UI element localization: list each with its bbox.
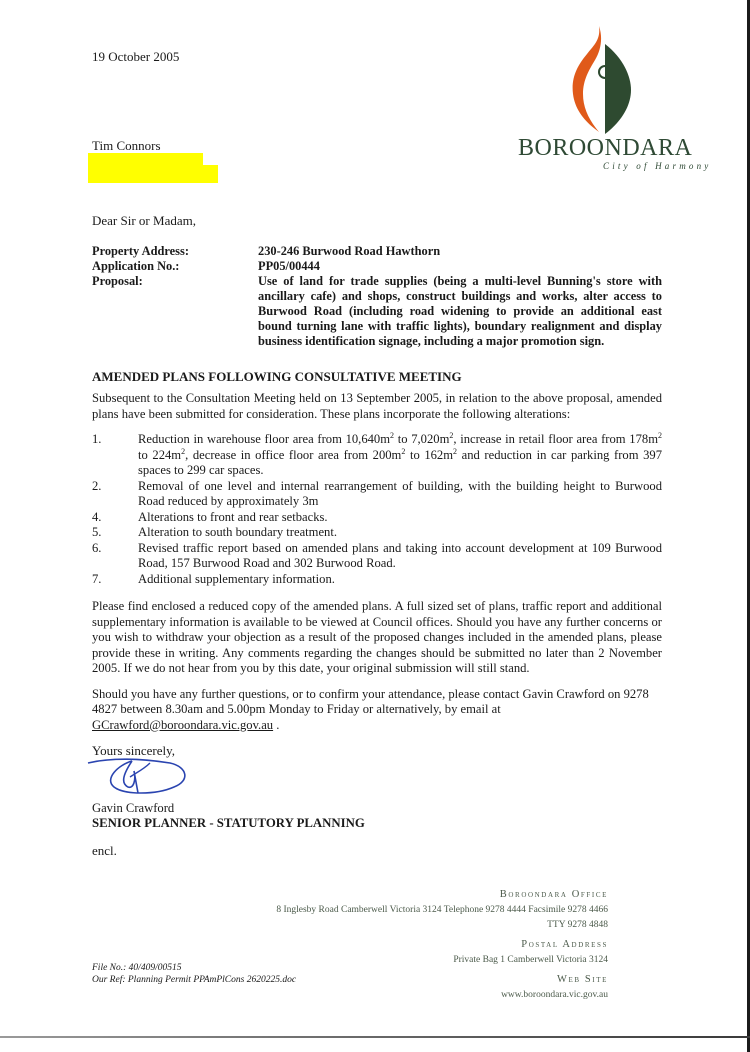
signer-name: Gavin Crawford xyxy=(92,801,175,815)
redaction-block xyxy=(88,165,218,183)
letter-body xyxy=(92,213,662,859)
file-number: File No.: 40/409/00515 xyxy=(92,963,182,973)
list-number: 5. xyxy=(92,525,102,539)
signature-area xyxy=(92,759,662,801)
detail-label: Application No.: xyxy=(92,259,180,273)
detail-row xyxy=(92,244,662,259)
list-text: Alteration to south boundary treatment. xyxy=(138,525,338,539)
our-reference: Our Ref: Planning Permit PPAmPlCons 2620225.doc xyxy=(92,975,297,985)
alterations-list xyxy=(92,432,662,587)
contact-paragraph xyxy=(92,687,662,734)
detail-value: 230-246 Burwood Road Hawthorn xyxy=(258,244,441,258)
signature-icon xyxy=(84,755,194,801)
office-tty: TTY 9278 4848 xyxy=(547,920,608,930)
web-url[interactable]: www.boroondara.vic.gov.au xyxy=(501,990,608,1000)
list-item xyxy=(92,432,662,479)
list-text: Alterations to front and rear setbacks. xyxy=(138,509,328,524)
application-details xyxy=(92,244,662,349)
detail-label: Property Address: xyxy=(92,244,189,258)
closing: Yours sincerely, xyxy=(92,743,176,758)
list-text: Revised traffic report based on amended plans and taking into account development at 109 Burwood Road, 157 Burwood Road and 302 Burwood Road. xyxy=(138,540,662,570)
postal-heading: Postal Address xyxy=(521,939,608,950)
office-address: 8 Inglesby Road Camberwell Victoria 3124 Telephone 9278 4444 Facsimile 9278 4466 xyxy=(276,905,608,915)
detail-value: Use of land for trade supplies (being a multi-level Bunning's store with ancillary cafe) and shops, construct buildings and works, alter access to Burwood Road (including road widening to provide an additional east bound turning lane with traffic lights), boundary realignment and display business identification signage, including a major promotion sign. xyxy=(258,274,662,348)
list-text: Removal of one level and internal rearrangement of building, with the building height to Burwood Road reduced by approximately 3m xyxy=(138,478,662,508)
recipient-name: Tim Connors xyxy=(92,138,161,153)
detail-label: Proposal: xyxy=(92,274,143,288)
list-item xyxy=(92,479,662,510)
web-heading: Web Site xyxy=(556,974,608,985)
list-number: 7. xyxy=(92,571,102,586)
list-text: Additional supplementary information. xyxy=(138,571,335,586)
list-item xyxy=(92,541,662,572)
contact-trailing: . xyxy=(273,717,280,732)
email-link[interactable]: GCrawford@boroondara.vic.gov.au xyxy=(92,717,274,732)
detail-row xyxy=(92,259,662,274)
list-number: 2. xyxy=(92,478,102,493)
list-number: 4. xyxy=(92,509,102,524)
page-bottom-edge xyxy=(0,1036,750,1038)
enclosure-paragraph: Please find enclosed a reduced copy of the amended plans. A full sized set of plans, traffic report and additional supplementary information is available to be viewed at Council offices. Should you have any further concerns or you wish to withdraw your objection as a result of the proposed changes included in the amended plans, please provide these in writing. Any comments regarding the changes should be submitted no later than 2 November 2005. If we do not hear from you by this date, your original submission will still stand. xyxy=(92,599,662,675)
contact-text: Should you have any further questions, or to confirm your attendance, please contact Gavin Crawford on 9278 4827 between 8.30am and 5.00pm Monday to Friday or alternatively, by email at xyxy=(92,686,649,716)
logo-tagline: City of Harmony xyxy=(603,161,712,171)
signer-title: SENIOR PLANNER - STATUTORY PLANNING xyxy=(92,816,365,830)
letter-date: 19 October 2005 xyxy=(92,49,180,64)
detail-value: PP05/00444 xyxy=(258,259,320,273)
postal-address: Private Bag 1 Camberwell Victoria 3124 xyxy=(453,955,608,965)
enclosure-note: encl. xyxy=(92,843,117,858)
section-heading: AMENDED PLANS FOLLOWING CONSULTATIVE MEETING xyxy=(92,369,462,384)
list-text: Reduction in warehouse floor area from $10,640m^2$ to $7,020m^2$, increase in retail floor area from $178m^2$ to $224m^2$, decrease in office floor area from $200m^2$ to $162m^2$ and reduction in car parking from 397 spaces to 299 car spaces. xyxy=(138,431,662,477)
detail-row xyxy=(92,274,662,349)
list-number: 1. xyxy=(92,432,102,446)
list-number: 6. xyxy=(92,540,102,555)
office-heading: Boroondara Office xyxy=(499,889,608,900)
list-item xyxy=(92,525,662,541)
boroondara-logo-icon xyxy=(555,24,655,136)
list-item xyxy=(92,572,662,588)
salutation: Dear Sir or Madam, xyxy=(92,213,196,228)
intro-paragraph: Subsequent to the Consultation Meeting held on 13 September 2005, in relation to the above proposal, amended plans have been submitted for consideration. These plans incorporate the following alterations: xyxy=(92,391,662,421)
file-reference xyxy=(92,962,352,986)
logo-flame xyxy=(573,26,601,132)
logo-wordmark: BOROONDARA xyxy=(518,135,693,161)
list-item xyxy=(92,510,662,526)
logo-leaf xyxy=(605,44,631,134)
